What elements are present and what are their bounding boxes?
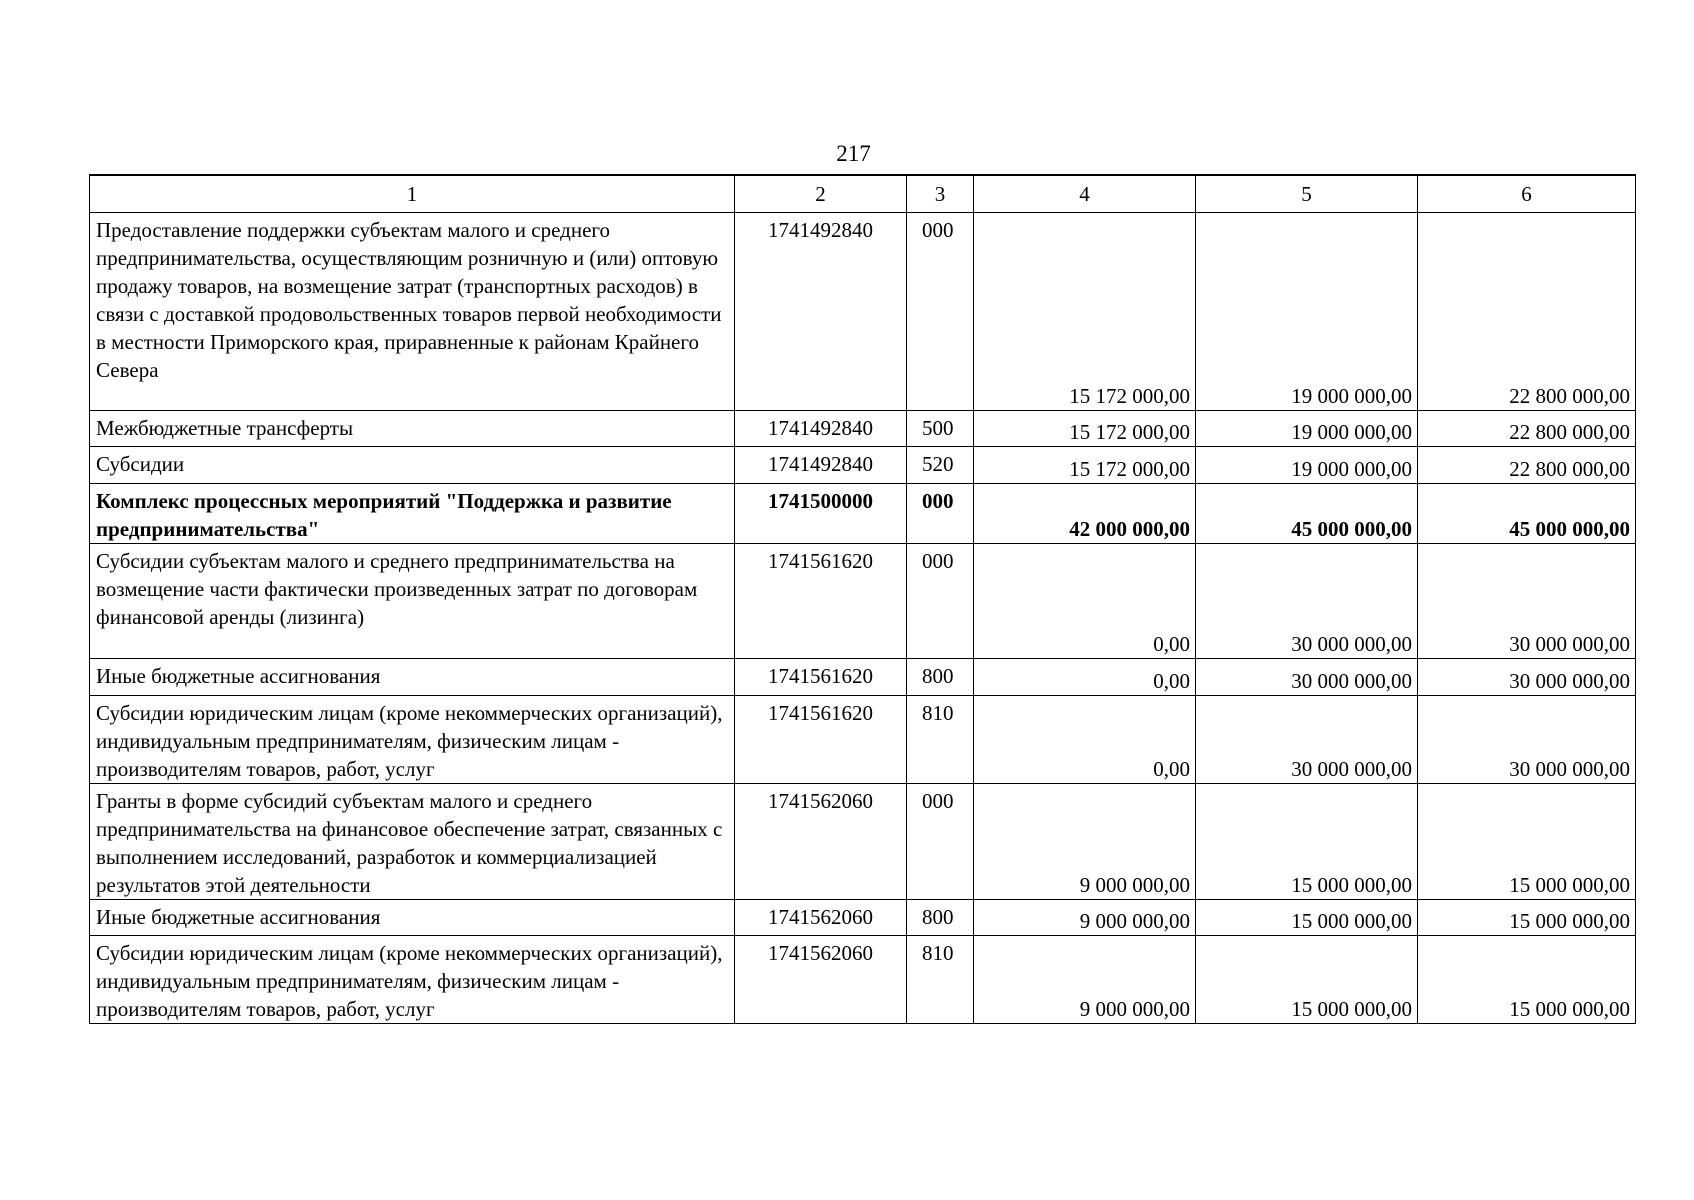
amount-col4: 0,00: [974, 696, 1196, 784]
expense-type: 000: [907, 484, 974, 544]
table-row: [90, 936, 1636, 1024]
amount-col6: 30 000 000,00: [1418, 544, 1636, 659]
amount-col5: 30 000 000,00: [1196, 659, 1418, 696]
page-number: 217: [836, 141, 871, 166]
amount-col6: 22 800 000,00: [1418, 411, 1636, 447]
table-row: [90, 900, 1636, 936]
amount-col5: 15 000 000,00: [1196, 900, 1418, 936]
item-name: Предоставление поддержки субъектам малого и среднего предпринимательства, осуществляющим розничную и (или) оптовую продажу товаров, на возмещение затрат (транспортных расходов) в связи с доставкой продовольственных товаров первой необходимости в местности Приморского края, приравненные к районам Крайнего Севера: [90, 213, 735, 411]
amount-col4: 9 000 000,00: [974, 900, 1196, 936]
amount-col6: 30 000 000,00: [1418, 659, 1636, 696]
item-name: Иные бюджетные ассигнования: [90, 659, 735, 696]
table-row: [90, 411, 1636, 447]
expense-type: 000: [907, 784, 974, 900]
target-code: 1741492840: [735, 447, 907, 484]
target-code: 1741561620: [735, 544, 907, 659]
item-name: Межбюджетные трансферты: [90, 411, 735, 447]
header-row: [90, 175, 1636, 213]
column-header: 2: [735, 175, 907, 213]
table-row: [90, 696, 1636, 784]
item-name: Субсидии субъектам малого и среднего предпринимательства на возмещение части фактически произведенных затрат по договорам финансовой аренды (лизинга): [90, 544, 735, 659]
column-header: 4: [974, 175, 1196, 213]
table-row: [90, 659, 1636, 696]
budget-table: [89, 174, 1636, 1024]
target-code: 1741492840: [735, 213, 907, 411]
amount-col6: 45 000 000,00: [1418, 484, 1636, 544]
item-name: Гранты в форме субсидий субъектам малого и среднего предпринимательства на финансовое обеспечение затрат, связанных с выполнением исследований, разработок и коммерциализацией результатов этой деятельности: [90, 784, 735, 900]
amount-col6: 15 000 000,00: [1418, 784, 1636, 900]
amount-col4: 42 000 000,00: [974, 484, 1196, 544]
amount-col4: 15 172 000,00: [974, 411, 1196, 447]
target-code: 1741561620: [735, 659, 907, 696]
amount-col6: 22 800 000,00: [1418, 213, 1636, 411]
expense-type: 500: [907, 411, 974, 447]
amount-col4: 0,00: [974, 659, 1196, 696]
table-row: [90, 544, 1636, 659]
amount-col6: 15 000 000,00: [1418, 900, 1636, 936]
expense-type: 520: [907, 447, 974, 484]
column-header: 3: [907, 175, 974, 213]
amount-col6: 22 800 000,00: [1418, 447, 1636, 484]
amount-col4: 15 172 000,00: [974, 447, 1196, 484]
column-header: 5: [1196, 175, 1418, 213]
amount-col5: 30 000 000,00: [1196, 544, 1418, 659]
item-name: Иные бюджетные ассигнования: [90, 900, 735, 936]
table-row: [90, 213, 1636, 411]
expense-type: 800: [907, 900, 974, 936]
amount-col4: 0,00: [974, 544, 1196, 659]
target-code: 1741561620: [735, 696, 907, 784]
amount-col4: 9 000 000,00: [974, 784, 1196, 900]
column-header: 6: [1418, 175, 1636, 213]
target-code: 1741500000: [735, 484, 907, 544]
expense-type: 810: [907, 696, 974, 784]
amount-col5: 15 000 000,00: [1196, 936, 1418, 1024]
item-name: Комплекс процессных мероприятий "Поддержка и развитие предпринимательства": [90, 484, 735, 544]
expense-type: 000: [907, 213, 974, 411]
amount-col5: 30 000 000,00: [1196, 696, 1418, 784]
amount-col5: 19 000 000,00: [1196, 447, 1418, 484]
expense-type: 800: [907, 659, 974, 696]
amount-col6: 15 000 000,00: [1418, 936, 1636, 1024]
table-row: [90, 447, 1636, 484]
column-header: 1: [90, 175, 735, 213]
amount-col4: 15 172 000,00: [974, 213, 1196, 411]
amount-col5: 19 000 000,00: [1196, 411, 1418, 447]
item-name: Субсидии юридическим лицам (кроме некоммерческих организаций), индивидуальным предпринимателям, физическим лицам - производителям товаров, работ, услуг: [90, 696, 735, 784]
amount-col4: 9 000 000,00: [974, 936, 1196, 1024]
table-row: [90, 784, 1636, 900]
expense-type: 000: [907, 544, 974, 659]
target-code: 1741562060: [735, 784, 907, 900]
expense-type: 810: [907, 936, 974, 1024]
amount-col5: 19 000 000,00: [1196, 213, 1418, 411]
amount-col6: 30 000 000,00: [1418, 696, 1636, 784]
target-code: 1741562060: [735, 936, 907, 1024]
table-row: [90, 484, 1636, 544]
item-name: Субсидии юридическим лицам (кроме некоммерческих организаций), индивидуальным предпринимателям, физическим лицам - производителям товаров, работ, услуг: [90, 936, 735, 1024]
amount-col5: 45 000 000,00: [1196, 484, 1418, 544]
amount-col5: 15 000 000,00: [1196, 784, 1418, 900]
item-name: Субсидии: [90, 447, 735, 484]
target-code: 1741492840: [735, 411, 907, 447]
target-code: 1741562060: [735, 900, 907, 936]
